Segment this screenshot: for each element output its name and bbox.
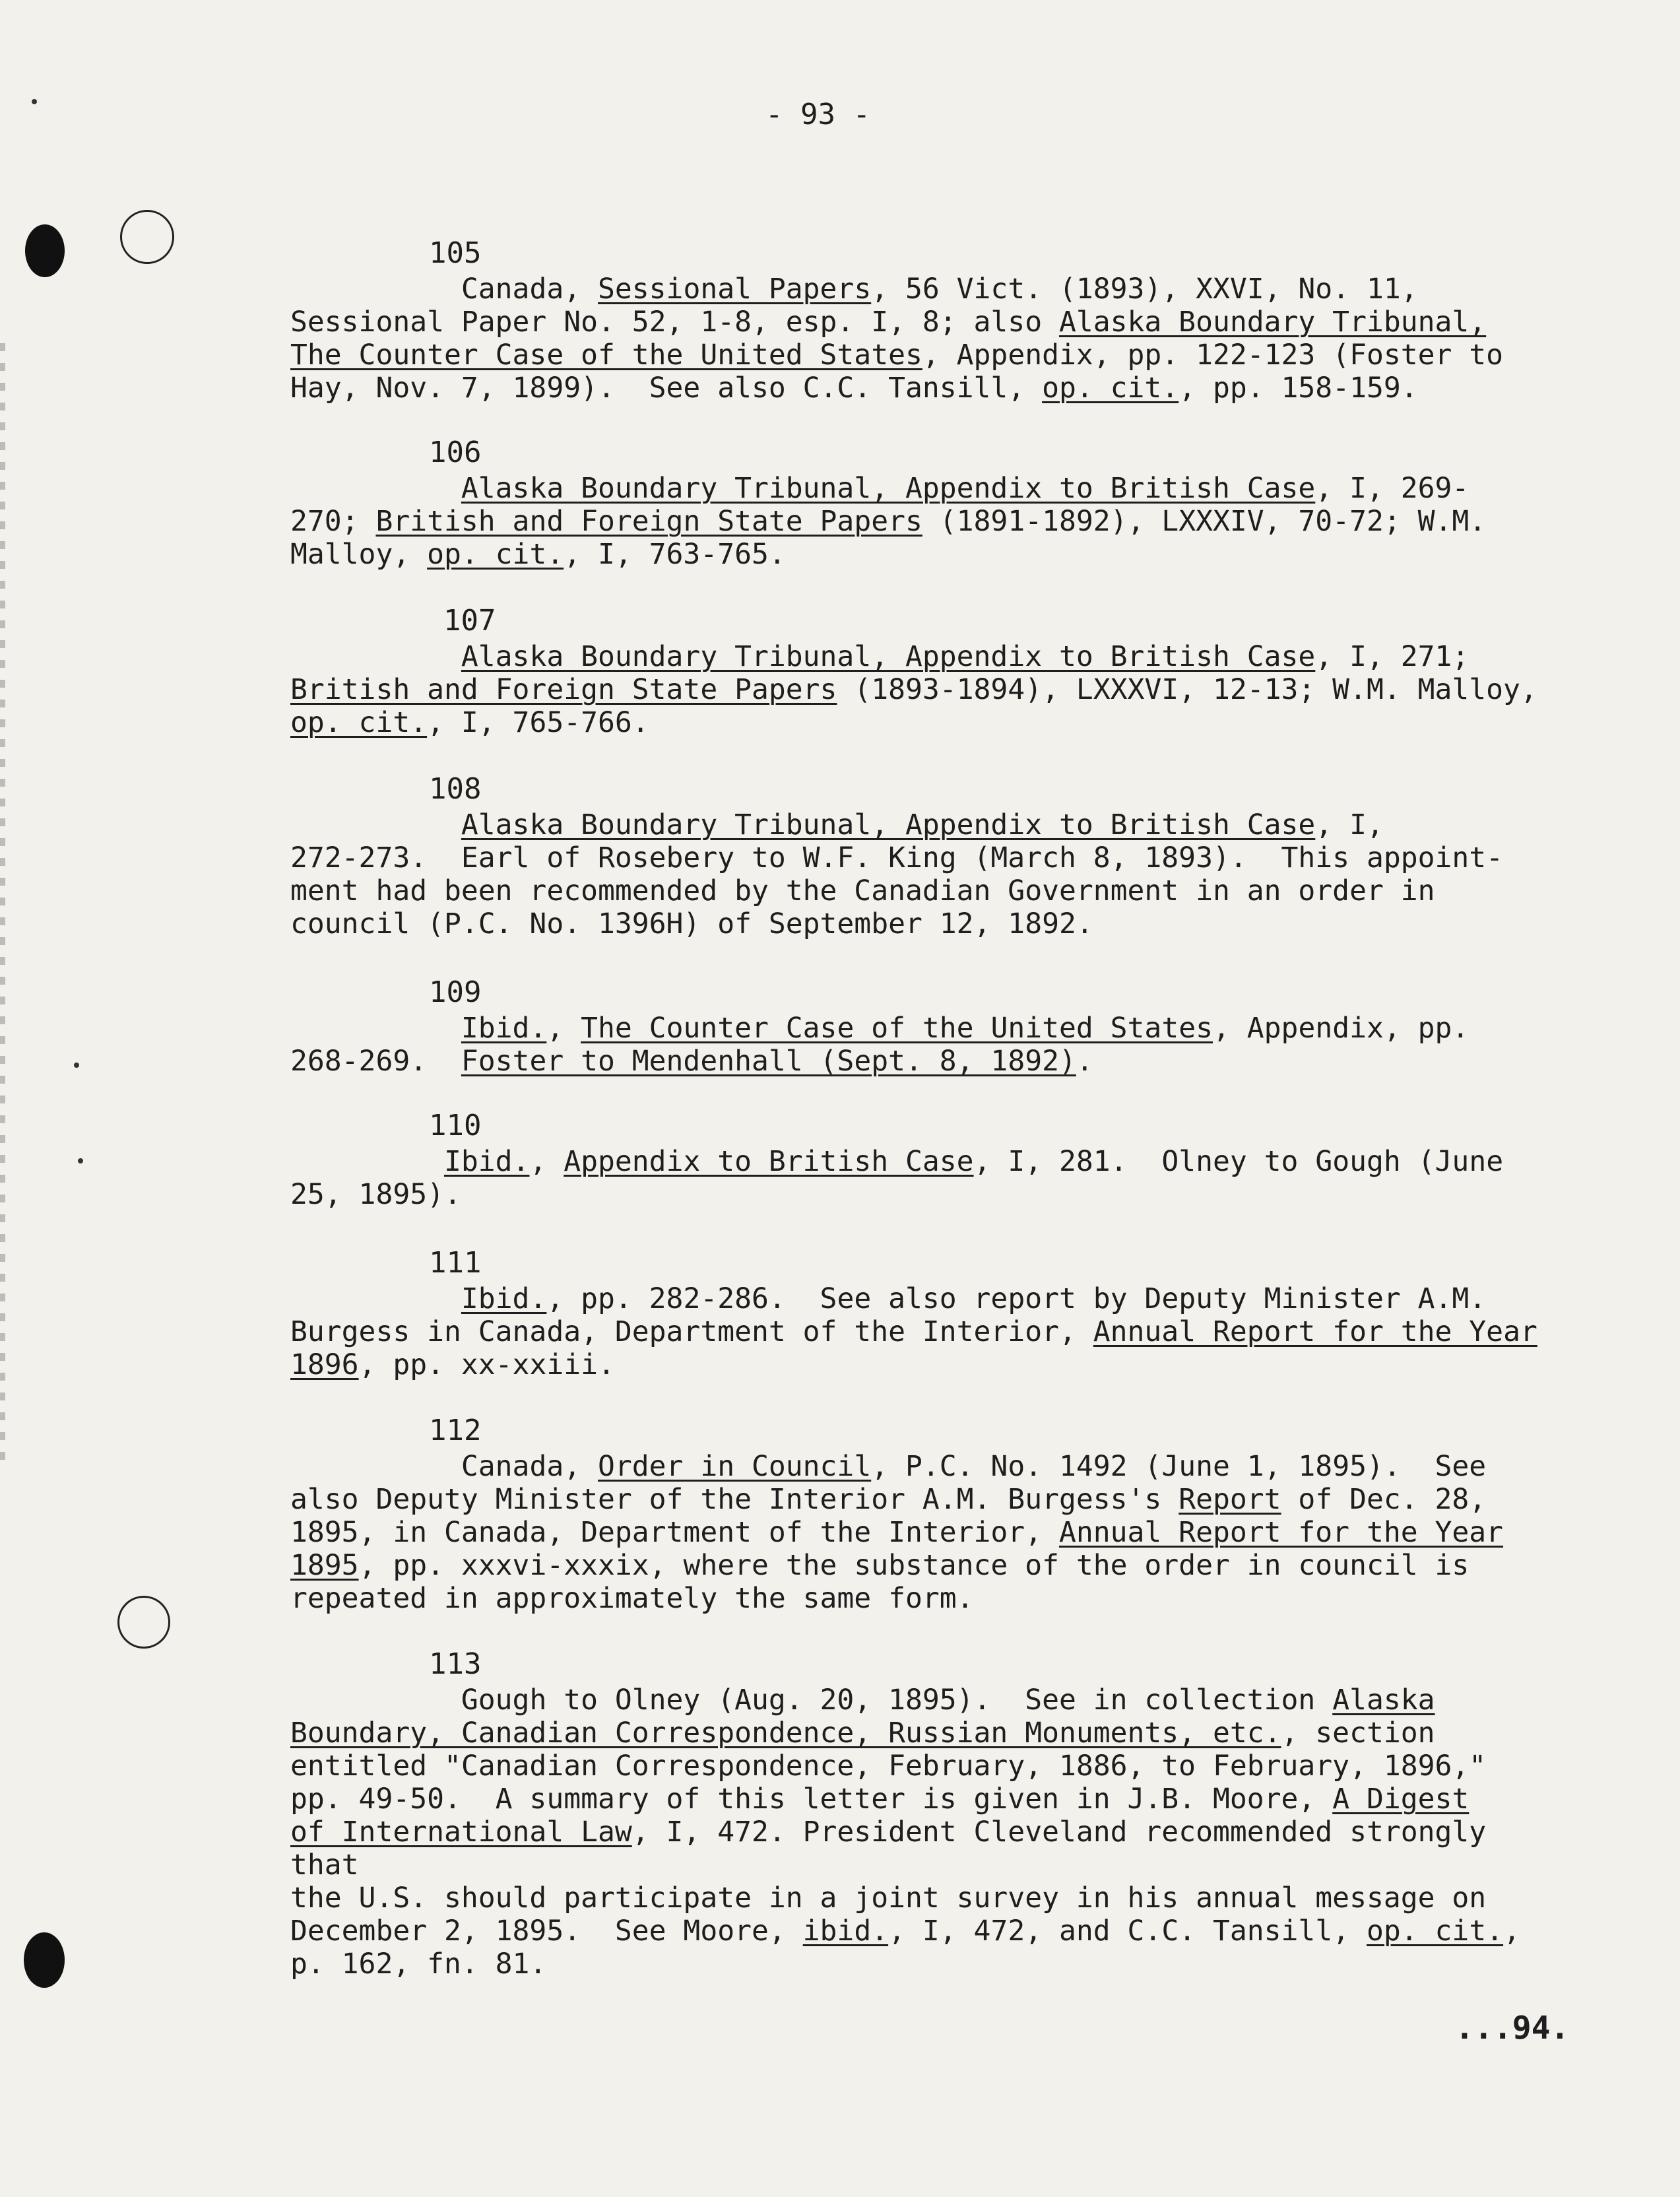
note-text: , 56 Vict. (1893), XXVI, No. 11, Sessional Paper No. 52, 1-8, esp. I, 8; also [290, 273, 1418, 339]
note-text: (1891-1892), LXXXIV, 70-72; W.M. Malloy, [290, 505, 1487, 571]
note-text: , I, 269- 270; [290, 472, 1470, 538]
citation-title: op. cit. [290, 706, 428, 739]
footnote-number: 108 [429, 772, 482, 806]
note-text: , section entitled "Canadian Correspondence, February, 1886, to February, 1896," pp. 49-50. A summary of this letter is given in J.B. Moore, [290, 1717, 1487, 1816]
scan-speck [78, 1158, 83, 1164]
note-text: , P.C. No. 1492 (June 1, 1895). See also Deputy Minister of the Interior A.M. Burgess's [290, 1450, 1487, 1516]
citation-title: Report [1179, 1483, 1281, 1516]
punch-hole-mark [120, 210, 174, 264]
note-text: , I, 271; [1315, 640, 1470, 673]
footnote-number: 110 [429, 1109, 482, 1142]
footnote-number: 113 [429, 1647, 482, 1681]
note-text: . [1076, 1045, 1093, 1078]
note-text: , I, 765-766. [427, 706, 649, 739]
note-text [290, 1145, 444, 1178]
citation-title: A Digest of International Law [290, 1783, 1470, 1849]
note-text: , Appendix, pp. 122-123 (Foster to Hay, Nov. 7, 1899). See also C.C. Tansill, [290, 339, 1504, 405]
footnote-number: 107 [443, 604, 496, 638]
note-text: , I, 272-273. Earl of Rosebery to W.F. King (March 8, 1893). This appoint- ment had been recommended by the Canadian Government in an order in council (P.C. No. 1396H) of September 12, 1892. [290, 808, 1504, 940]
citation-title: Annual Report for the Year 1896 [290, 1315, 1537, 1381]
note-text [290, 640, 461, 673]
citation-title: Foster to Mendenhall (Sept. 8, 1892) [461, 1045, 1076, 1078]
citation-title: op. cit. [427, 538, 564, 571]
citation-title: Alaska Boundary Tribunal, Appendix to British Case [461, 808, 1316, 841]
citation-title: The Counter Case of the United States [581, 1012, 1213, 1045]
note-text: (1893-1894), LXXXVI, 12-13; W.M. Malloy, [854, 673, 1537, 706]
citation-title: British and Foreign State Papers [375, 505, 922, 538]
footnote-111 [290, 1246, 1544, 1381]
citation-title: op. cit. [1042, 372, 1179, 405]
footnote-106 [290, 436, 1544, 571]
citation-title: Annual Report for the Year 1895 [290, 1516, 1504, 1582]
footnote-110 [290, 1109, 1544, 1211]
citation-title: op. cit. [1366, 1915, 1504, 1948]
note-text: , pp. xx-xxiii. [358, 1348, 615, 1381]
note-text [290, 1282, 461, 1315]
footnote-105 [290, 236, 1544, 405]
note-text: , pp. xxxvi-xxxix, where the substance of the order in council is repeated in approximately the same form. [290, 1549, 1470, 1615]
footnote-number: 106 [429, 436, 482, 469]
note-text: , pp. 158-159. [1179, 372, 1418, 405]
footnote-113 [290, 1647, 1544, 1981]
continued-page-marker: ...94. [1455, 2010, 1570, 2047]
footnote-number: 111 [429, 1246, 482, 1280]
punch-hole-mark [117, 1596, 170, 1649]
citation-title: Ibid. [444, 1145, 530, 1178]
note-text: , I, 472, and C.C. Tansill, [888, 1915, 1367, 1948]
note-text: , I, 281. Olney to Gough (June 25, 1895). [290, 1145, 1504, 1211]
citation-title: Alaska Boundary, Canadian Correspondence, Russian Monuments, etc. [290, 1684, 1435, 1750]
note-text [290, 808, 461, 841]
note-text: , [529, 1145, 564, 1178]
note-text: , p. 162, fn. 81. [290, 1915, 1520, 1981]
note-text: , I, 472. President Cleveland recommended strongly that the U.S. should participate in a joint survey in his annual message on December 2, 1895. See Moore, [290, 1816, 1487, 1948]
citation-title: Alaska Boundary Tribunal, Appendix to British Case [461, 640, 1316, 673]
citation-title: Sessional Papers [598, 273, 872, 306]
footnote-number: 105 [429, 236, 482, 270]
punch-hole-mark [25, 224, 65, 277]
citation-title: Order in Council [598, 1450, 872, 1483]
footnote-109 [290, 975, 1544, 1078]
note-text: Gough to Olney (Aug. 20, 1895). See in collection [290, 1684, 1333, 1717]
citation-title: Alaska Boundary Tribunal, The Counter Case of the United States [290, 306, 1487, 372]
note-text: Canada, [290, 1450, 598, 1483]
page-edge-shadow [0, 343, 5, 1465]
citation-title: Appendix to British Case [564, 1145, 974, 1178]
citation-title: Alaska Boundary Tribunal, Appendix to British Case [461, 472, 1316, 505]
footnote-number: 109 [429, 975, 482, 1009]
citation-title: Ibid. [461, 1282, 547, 1315]
note-text: , I, 763-765. [564, 538, 786, 571]
page-number: - 93 - [765, 98, 870, 131]
note-text: , Appendix, pp. 268-269. [290, 1012, 1470, 1078]
punch-hole-mark [24, 1932, 65, 1988]
note-text: , pp. 282-286. See also report by Deputy Minister A.M. Burgess in Canada, Department of the Interior, [290, 1282, 1487, 1348]
citation-title: British and Foreign State Papers [290, 673, 837, 706]
footnote-112 [290, 1414, 1544, 1615]
footnote-number: 112 [429, 1414, 482, 1447]
scan-speck [74, 1063, 79, 1068]
citation-title: Ibid. [461, 1012, 547, 1045]
note-text: Canada, [290, 273, 598, 306]
note-text: of Dec. 28, 1895, in Canada, Department of the Interior, [290, 1483, 1487, 1549]
scan-speck [32, 99, 37, 104]
citation-title: ibid. [802, 1915, 889, 1948]
footnote-107 [290, 604, 1544, 739]
note-text [290, 1012, 461, 1045]
note-text: , [546, 1012, 581, 1045]
footnote-108 [290, 772, 1544, 940]
note-text [290, 472, 461, 505]
